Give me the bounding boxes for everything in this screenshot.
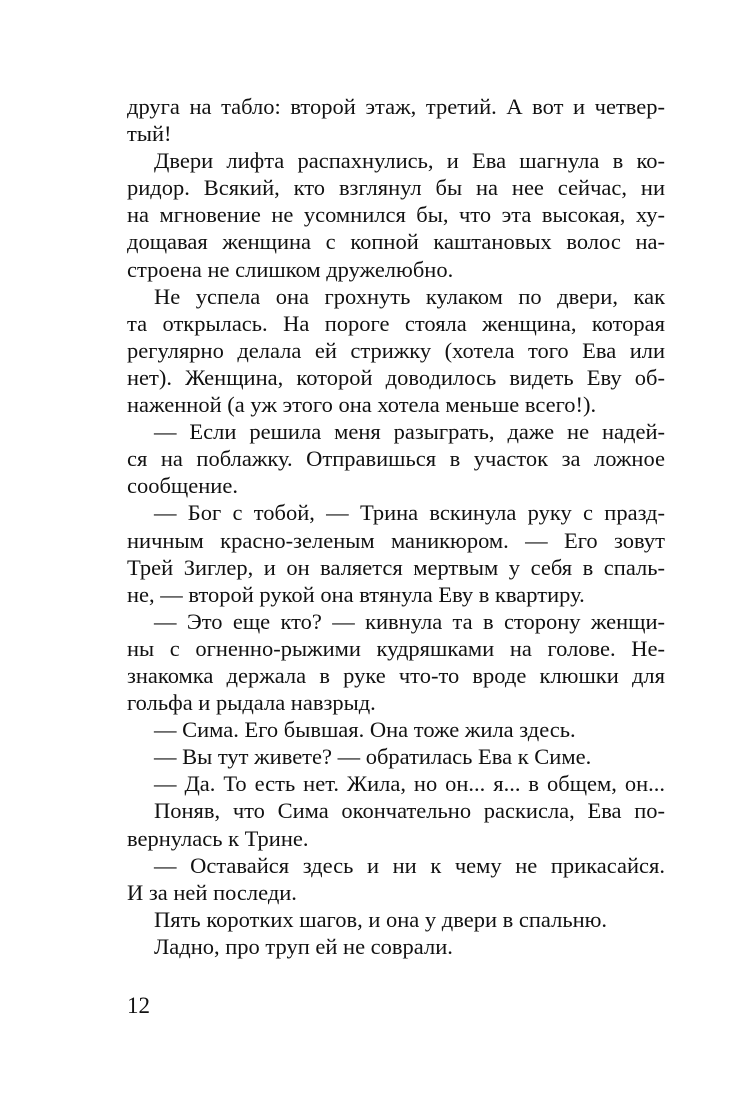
text-line: сообщение.	[127, 473, 238, 499]
text-line: не, — второй рукой она втянула Еву в квартиру.	[127, 581, 585, 607]
text-line: Пять коротких шагов, и она у двери в спальню.	[154, 906, 608, 932]
text-line: регулярно делала ей стрижку (хотела того Ева или	[127, 337, 665, 363]
text-line: Трей Зиглер, и он валяется мертвым у себя в спаль-	[127, 554, 665, 580]
text-line: на мгновение не усомнился бы, что эта высокая, ху-	[127, 202, 665, 228]
text-line: ничным красно-зеленым маникюром. — Его зовут	[127, 527, 665, 553]
page-number: 12	[127, 993, 150, 1018]
text-line: тый!	[127, 121, 172, 147]
text-line: вернулась к Трине.	[127, 825, 309, 851]
text-line: И за ней последи.	[127, 879, 297, 905]
text-line: ридор. Всякий, кто взглянул бы на нее сейчас, ни	[127, 175, 665, 201]
text-line: строена не слишком дружелюбно.	[127, 256, 454, 282]
text-line: нет). Женщина, которой доводилось видеть Еву об-	[127, 364, 665, 390]
text-line: наженной (а уж этого она хотела меньше всего!).	[127, 392, 597, 418]
text-line: гольфа и рыдала навзрыд.	[127, 690, 376, 716]
text-line: — Оставайся здесь и ни к чему не прикасайся.	[154, 852, 665, 878]
text-line: — Бог с тобой, — Трина вскинула руку с празд-	[154, 500, 665, 526]
text-line: — Это еще кто? — кивнула та в сторону женщи-	[154, 608, 665, 634]
text-line: — Если решила меня разыграть, даже не надей-	[154, 419, 665, 445]
text-line: ся на поблажку. Отправишься в участок за ложное	[127, 446, 665, 472]
text-line: ны с огненно-рыжими кудряшками на голове. Не-	[127, 635, 665, 661]
text-line: дощавая женщина с копной каштановых волос на-	[127, 229, 665, 255]
body-text	[127, 93, 665, 960]
text-line: — Да. То есть нет. Жила, но он... я... в общем, он...	[154, 771, 665, 797]
text-line: Поняв, что Сима окончательно раскисла, Ева по-	[154, 798, 665, 824]
text-line: — Сима. Его бывшая. Она тоже жила здесь.	[154, 717, 576, 743]
text-line: Не успела она грохнуть кулаком по двери, как	[154, 283, 665, 309]
text-line: Ладно, про труп ей не соврали.	[154, 933, 453, 959]
text-line: знакомка держала в руке что-то вроде клюшки для	[127, 662, 665, 688]
text-line: — Вы тут живете? — обратилась Ева к Симе.	[154, 744, 592, 770]
text-line: Двери лифта распахнулись, и Ева шагнула в ко-	[154, 148, 665, 174]
text-line: друга на табло: второй этаж, третий. А вот и четвер-	[127, 94, 665, 119]
text-line: та открылась. На пороге стояла женщина, которая	[127, 310, 665, 336]
